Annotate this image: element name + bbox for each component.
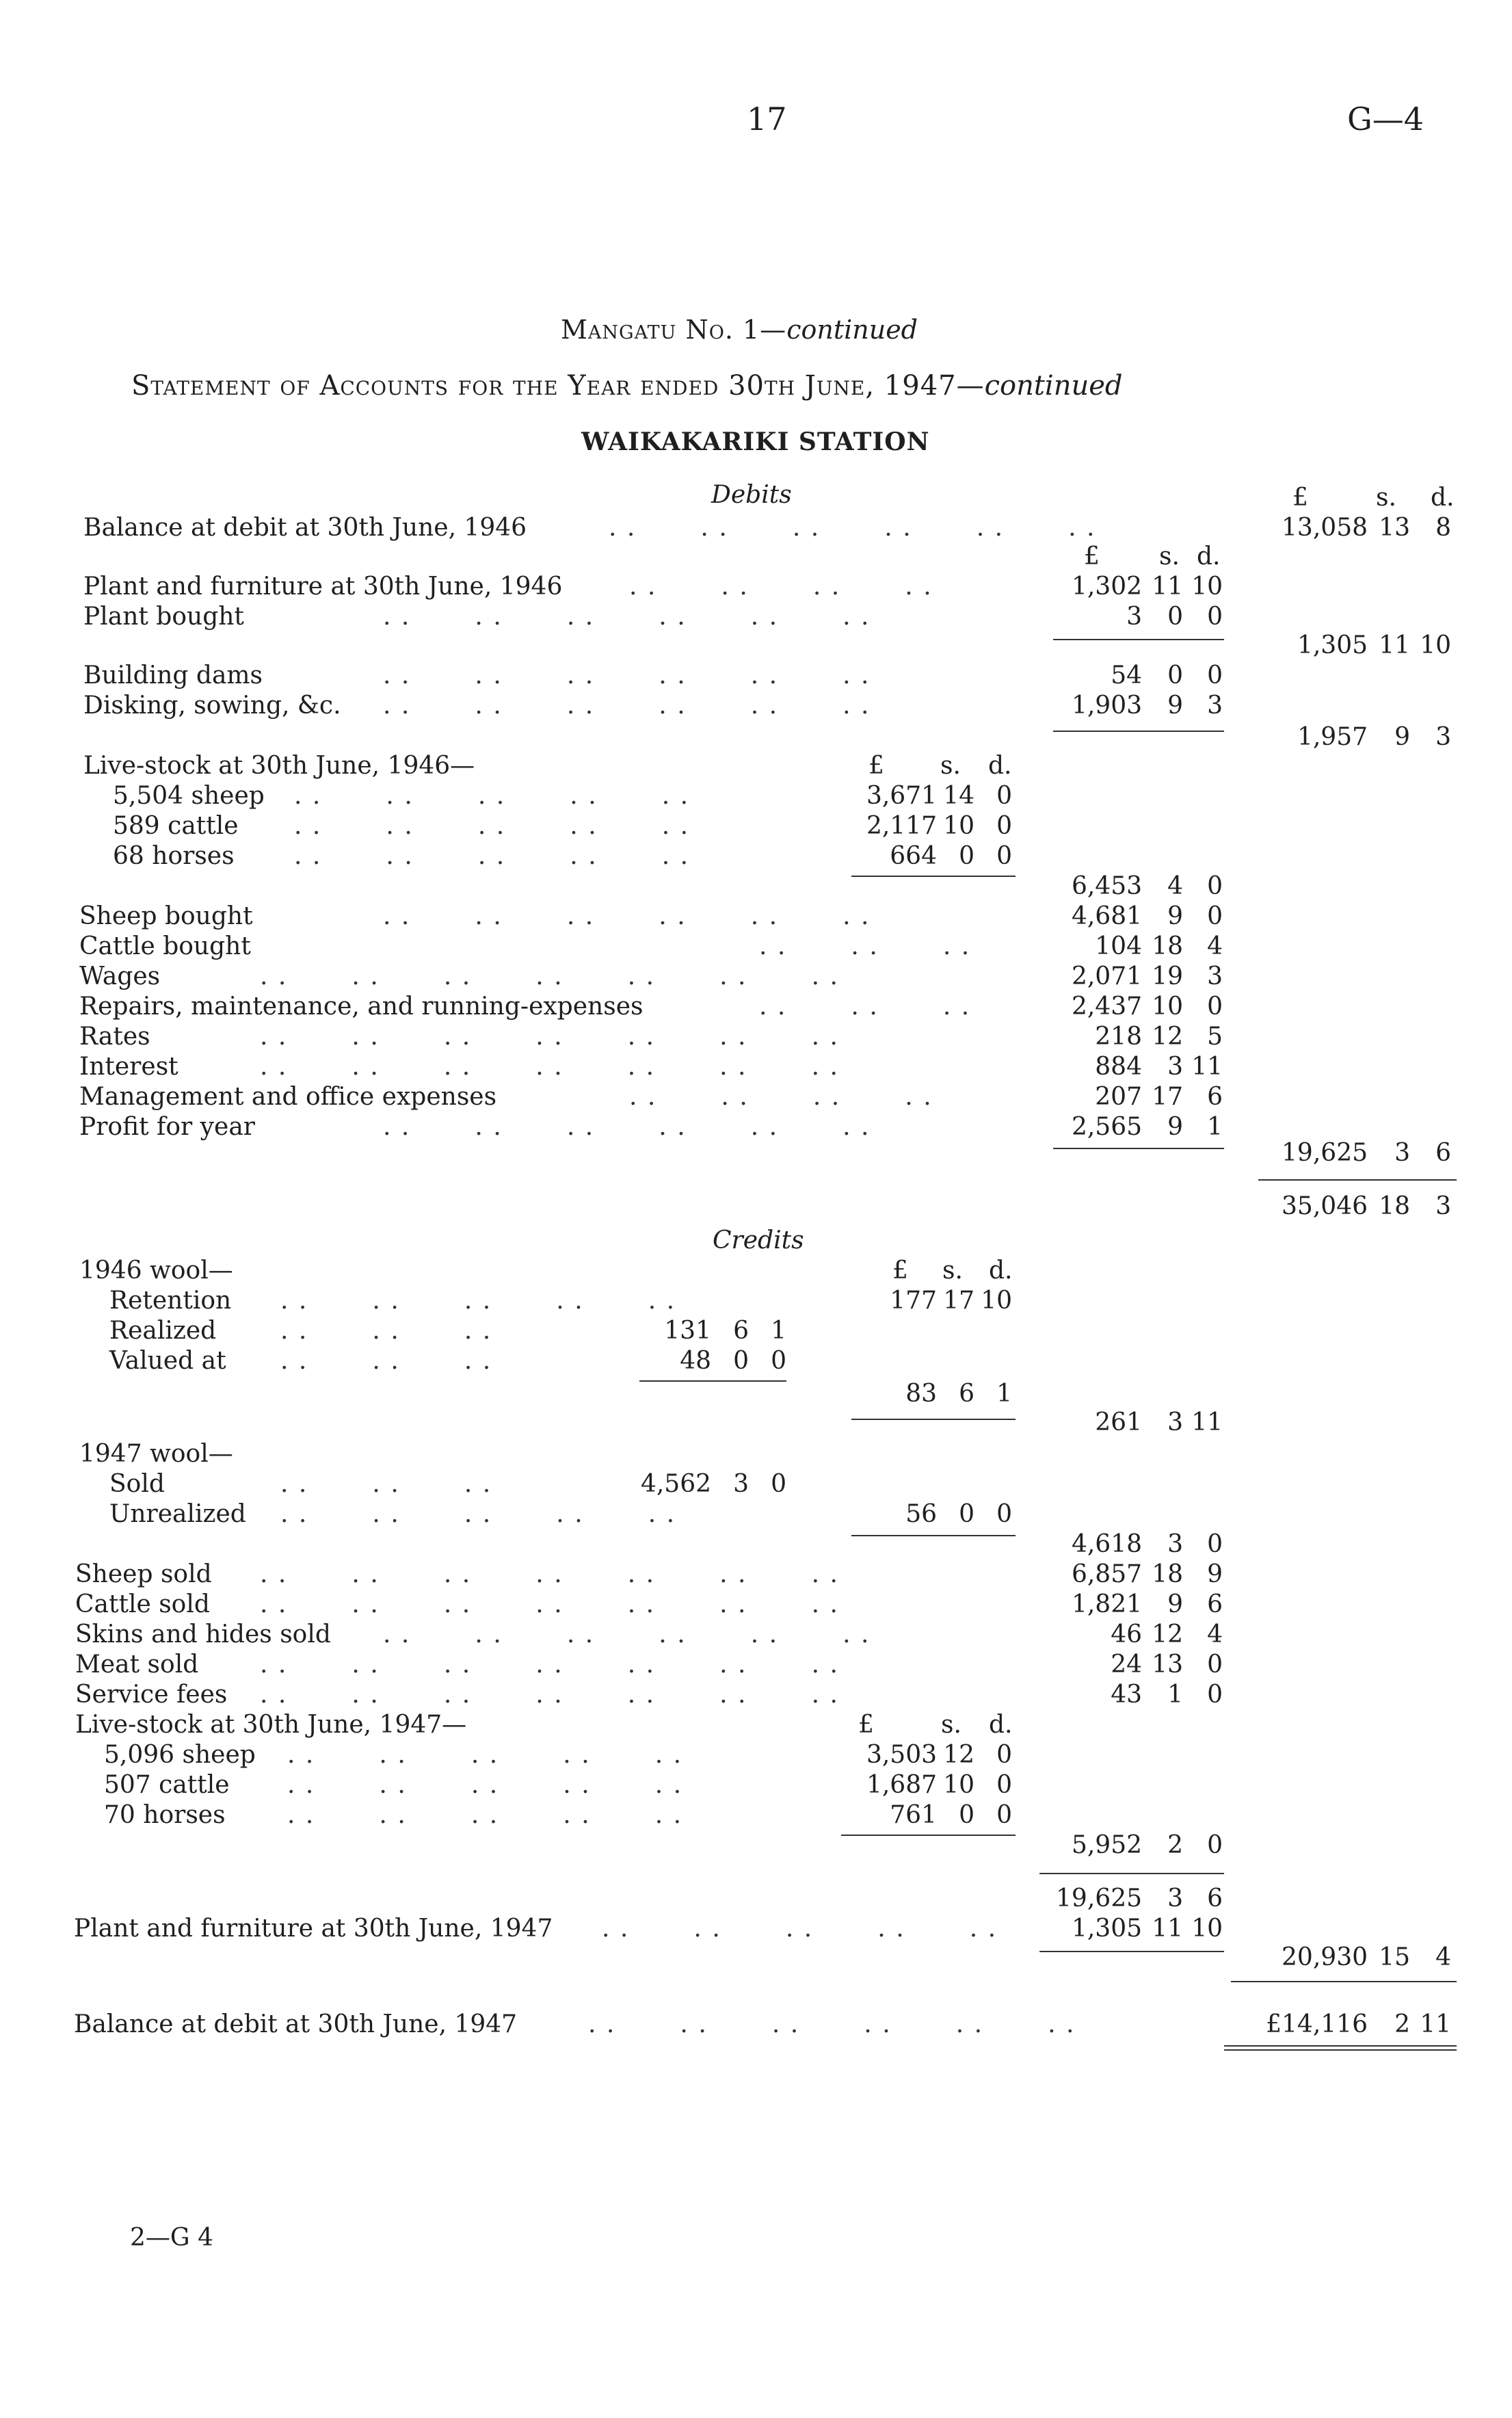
amount-shillings: 19 bbox=[1152, 962, 1183, 990]
series-code: G—4 bbox=[1347, 101, 1424, 137]
amount-shillings: 6 bbox=[733, 1317, 749, 1345]
amount-pounds: 218 bbox=[1095, 1023, 1142, 1051]
leader-dots: . . . . . . . . bbox=[629, 573, 933, 601]
amount-shillings: 0 bbox=[1167, 661, 1183, 689]
amount-pounds: 1,687 bbox=[866, 1771, 937, 1799]
col-head-pounds: £ bbox=[1292, 484, 1308, 512]
amount-pounds: 3,671 bbox=[866, 782, 937, 810]
amount-shillings: 10 bbox=[943, 1771, 974, 1799]
amount-pounds: 261 bbox=[1095, 1408, 1142, 1436]
leader-dots: . . . . . . . . . . . . . . bbox=[260, 1651, 839, 1679]
livestock-item-label: 5,504 sheep bbox=[113, 782, 265, 810]
footer-sheet-signature: 2—G 4 bbox=[130, 2224, 214, 2252]
col-head-shillings: s. bbox=[941, 1711, 961, 1739]
amount-pence: 0 bbox=[996, 812, 1012, 840]
livestock-item-label: 70 horses bbox=[104, 1801, 226, 1829]
amount-shillings: 3 bbox=[1167, 1530, 1183, 1558]
amount-pounds: 1,903 bbox=[1071, 692, 1142, 720]
list-item: Skins and hides sold bbox=[75, 1620, 331, 1648]
list-item: Cattle sold bbox=[75, 1590, 210, 1618]
list-item: Management and office expenses bbox=[79, 1083, 497, 1111]
amount-pounds: 2,565 bbox=[1071, 1113, 1142, 1141]
list-item: Service fees bbox=[75, 1681, 228, 1709]
double-rule bbox=[1224, 2045, 1457, 2051]
col-head-pence: d. bbox=[988, 752, 1012, 780]
amount-pounds: 4,562 bbox=[640, 1470, 711, 1498]
amount-shillings: 18 bbox=[1152, 932, 1183, 960]
amount-pence: 0 bbox=[996, 842, 1012, 870]
wool-1946-heading: 1946 wool— bbox=[79, 1257, 233, 1285]
sum-rule bbox=[1039, 1873, 1224, 1874]
amount-pence: 0 bbox=[1207, 872, 1223, 900]
amount-shillings: 2 bbox=[1167, 1831, 1183, 1859]
col-head-shillings: s. bbox=[940, 752, 961, 780]
amount-pence: 0 bbox=[771, 1470, 786, 1498]
amount-pounds: 46 bbox=[1111, 1620, 1142, 1648]
amount-pence: 3 bbox=[1435, 1192, 1451, 1220]
amount-pounds: 4,681 bbox=[1071, 902, 1142, 930]
amount-pence: 0 bbox=[1207, 1831, 1223, 1859]
amount-shillings: 0 bbox=[1167, 603, 1183, 631]
sum-rule bbox=[1053, 1148, 1224, 1149]
amount-pence: 0 bbox=[996, 1801, 1012, 1829]
amount-pounds: 2,071 bbox=[1071, 962, 1142, 990]
leader-dots: . . . . . . . . . . bbox=[602, 1915, 998, 1943]
leader-dots: . . . . . . . . . . bbox=[280, 1287, 676, 1315]
amount-shillings: 3 bbox=[1167, 1884, 1183, 1913]
amount-pounds: 2,437 bbox=[1071, 993, 1142, 1021]
col-head-pounds: £ bbox=[858, 1711, 874, 1739]
amount-pounds: 83 bbox=[905, 1380, 937, 1408]
realized-label: Realized bbox=[109, 1317, 217, 1345]
leader-dots: . . . . . . . . . . . . bbox=[383, 1113, 871, 1141]
leader-dots: . . . . . . . . . . bbox=[294, 782, 690, 810]
leader-dots: . . . . . . . . . . . . . . bbox=[260, 1053, 839, 1081]
sum-rule bbox=[1231, 1981, 1457, 1982]
amount-pence: 1 bbox=[1207, 1113, 1223, 1141]
amount-pence: 1 bbox=[771, 1317, 786, 1345]
livestock-1946-heading: Live-stock at 30th June, 1946— bbox=[83, 752, 475, 780]
amount-pence: 4 bbox=[1207, 1620, 1223, 1648]
amount-pounds: 131 bbox=[664, 1317, 711, 1345]
amount-pence: 11 bbox=[1191, 1408, 1223, 1436]
sold-label: Sold bbox=[109, 1470, 165, 1498]
leader-dots: . . . . . . . . . . . . bbox=[383, 603, 871, 631]
list-item: Meat sold bbox=[75, 1651, 199, 1679]
list-item: Repairs, maintenance, and running-expenses bbox=[79, 993, 644, 1021]
amount-pence: 11 bbox=[1420, 2010, 1451, 2038]
amount-shillings: 3 bbox=[1394, 1139, 1410, 1167]
amount-pounds: 6,453 bbox=[1071, 872, 1142, 900]
amount-pounds: 1,821 bbox=[1071, 1590, 1142, 1618]
col-head-shillings: s. bbox=[942, 1257, 963, 1285]
amount-pounds: 1,957 bbox=[1297, 723, 1368, 751]
amount-shillings: 18 bbox=[1152, 1560, 1183, 1588]
leader-dots: . . . . . . . . . . . . bbox=[609, 514, 1096, 542]
amount-shillings: 0 bbox=[959, 1500, 974, 1528]
amount-shillings: 6 bbox=[959, 1380, 974, 1408]
col-head-pence: d. bbox=[989, 1257, 1013, 1285]
retention-label: Retention bbox=[109, 1287, 232, 1315]
amount-pence: 0 bbox=[996, 782, 1012, 810]
leader-dots: . . . . . . . . . . . . bbox=[383, 661, 871, 689]
plant-1947-label: Plant and furniture at 30th June, 1947 bbox=[74, 1915, 553, 1943]
amount-pence: 3 bbox=[1207, 692, 1223, 720]
amount-pence: 3 bbox=[1207, 962, 1223, 990]
leader-dots: . . . . . . . . . . bbox=[287, 1741, 683, 1769]
list-item: Profit for year bbox=[79, 1113, 255, 1141]
amount-shillings: 0 bbox=[733, 1347, 749, 1375]
amount-pence: 10 bbox=[1191, 573, 1223, 601]
leader-dots: . . . . . . bbox=[280, 1347, 492, 1375]
amount-shillings: 18 bbox=[1379, 1192, 1410, 1220]
amount-pounds: 207 bbox=[1095, 1083, 1142, 1111]
valued-at-label: Valued at bbox=[109, 1347, 226, 1375]
livestock-item-label: 5,096 sheep bbox=[104, 1741, 256, 1769]
col-head-pence: d. bbox=[1431, 484, 1455, 512]
livestock-item-label: 68 horses bbox=[113, 842, 235, 870]
list-item: Sheep bought bbox=[79, 902, 253, 930]
amount-shillings: 14 bbox=[943, 782, 974, 810]
leader-dots: . . . . . . . . . . bbox=[294, 812, 690, 840]
leader-dots: . . . . . . bbox=[280, 1317, 492, 1345]
station-name: WAIKAKARIKI STATION bbox=[581, 428, 930, 456]
leader-dots: . . . . . . . . . . . . bbox=[383, 692, 871, 720]
col-head-pence: d. bbox=[1197, 542, 1221, 570]
disking-label: Disking, sowing, &c. bbox=[83, 692, 341, 720]
amount-shillings: 0 bbox=[959, 842, 974, 870]
livestock-item-label: 507 cattle bbox=[104, 1771, 230, 1799]
unrealized-label: Unrealized bbox=[109, 1500, 246, 1528]
amount-pounds: 24 bbox=[1111, 1651, 1142, 1679]
amount-shillings: 9 bbox=[1167, 902, 1183, 930]
credits-grand-total-pounds: 20,930 bbox=[1282, 1943, 1368, 1971]
leader-dots: . . . . . . . . . . . . . . bbox=[260, 1681, 839, 1709]
amount-shillings: 15 bbox=[1379, 1943, 1410, 1971]
amount-pounds: 6,857 bbox=[1071, 1560, 1142, 1588]
leader-dots: . . . . . . . . . . . . bbox=[383, 1620, 871, 1648]
amount-pounds: 19,625 bbox=[1056, 1884, 1142, 1913]
amount-pence: 0 bbox=[1207, 603, 1223, 631]
amount-shillings: 9 bbox=[1394, 723, 1410, 751]
col-head-pounds: £ bbox=[868, 752, 884, 780]
amount-pence: 8 bbox=[1435, 514, 1451, 542]
amount-pence: 6 bbox=[1207, 1884, 1223, 1913]
livestock-item-label: 589 cattle bbox=[113, 812, 239, 840]
amount-shillings: 17 bbox=[1152, 1083, 1183, 1111]
amount-shillings: 3 bbox=[733, 1470, 749, 1498]
amount-shillings: 2 bbox=[1394, 2010, 1410, 2038]
sum-rule bbox=[1053, 639, 1224, 640]
amount-shillings: 9 bbox=[1167, 1590, 1183, 1618]
amount-pence: 4 bbox=[1435, 1943, 1451, 1971]
col-head-pounds: £ bbox=[892, 1257, 908, 1285]
debits-heading: Debits bbox=[711, 481, 792, 509]
amount-shillings: 4 bbox=[1167, 872, 1183, 900]
amount-pounds: 177 bbox=[890, 1287, 937, 1315]
amount-pence: 10 bbox=[1191, 1915, 1223, 1943]
list-item: Sheep sold bbox=[75, 1560, 212, 1588]
leader-dots: . . . . . . . . bbox=[629, 1083, 933, 1111]
plant-1946-label: Plant and furniture at 30th June, 1946 bbox=[83, 573, 563, 601]
col-head-pounds: £ bbox=[1084, 542, 1100, 570]
amount-pence: 0 bbox=[1207, 1530, 1223, 1558]
amount-pence: 1 bbox=[996, 1380, 1012, 1408]
leader-dots: . . . . . . . . . . . . . . bbox=[260, 962, 839, 990]
amount-pence: 0 bbox=[996, 1500, 1012, 1528]
amount-pence: 9 bbox=[1207, 1560, 1223, 1588]
leader-dots: . . . . . . . . . . . . . . bbox=[260, 1560, 839, 1588]
sum-rule bbox=[639, 1380, 786, 1382]
leader-dots: . . . . . . . . . . . . bbox=[383, 902, 871, 930]
amount-pence: 6 bbox=[1207, 1590, 1223, 1618]
amount-pence: 6 bbox=[1207, 1083, 1223, 1111]
amount-shillings: 12 bbox=[1152, 1023, 1183, 1051]
amount-pounds: 13,058 bbox=[1282, 514, 1368, 542]
amount-shillings: 9 bbox=[1167, 692, 1183, 720]
amount-pounds: 1,305 bbox=[1071, 1915, 1142, 1943]
amount-pence: 0 bbox=[996, 1741, 1012, 1769]
amount-shillings: 1 bbox=[1167, 1681, 1183, 1709]
amount-pounds: 43 bbox=[1111, 1681, 1142, 1709]
amount-pounds: 1,302 bbox=[1071, 573, 1142, 601]
amount-pounds: 1,305 bbox=[1297, 631, 1368, 659]
amount-pounds: 19,625 bbox=[1282, 1139, 1368, 1167]
col-head-pence: d. bbox=[989, 1711, 1013, 1739]
wool-1947-heading: 1947 wool— bbox=[79, 1440, 233, 1468]
page-number: 17 bbox=[747, 101, 787, 137]
list-item: Rates bbox=[79, 1023, 150, 1051]
amount-pounds: 884 bbox=[1095, 1053, 1142, 1081]
amount-pence: 0 bbox=[1207, 1681, 1223, 1709]
amount-pence: 10 bbox=[981, 1287, 1012, 1315]
amount-pence: 0 bbox=[1207, 902, 1223, 930]
amount-shillings: 11 bbox=[1379, 631, 1410, 659]
amount-pounds: 761 bbox=[890, 1801, 937, 1829]
amount-shillings: 9 bbox=[1167, 1113, 1183, 1141]
amount-pence: 0 bbox=[1207, 993, 1223, 1021]
amount-shillings: 12 bbox=[943, 1741, 974, 1769]
amount-pounds: 4,618 bbox=[1071, 1530, 1142, 1558]
amount-pence: 0 bbox=[1207, 661, 1223, 689]
amount-shillings: 10 bbox=[1152, 993, 1183, 1021]
amount-pence: 10 bbox=[1420, 631, 1451, 659]
amount-pence: 6 bbox=[1435, 1139, 1451, 1167]
amount-shillings: 11 bbox=[1152, 573, 1183, 601]
sum-rule bbox=[851, 1535, 1016, 1536]
section-title: Mangatu No. 1—continued bbox=[561, 315, 918, 345]
livestock-1947-heading: Live-stock at 30th June, 1947— bbox=[75, 1711, 467, 1739]
sum-rule bbox=[851, 876, 1016, 877]
amount-shillings: 0 bbox=[959, 1801, 974, 1829]
amount-pounds: 664 bbox=[890, 842, 937, 870]
amount-pounds: 2,117 bbox=[866, 812, 937, 840]
amount-shillings: 13 bbox=[1379, 514, 1410, 542]
col-head-shillings: s. bbox=[1376, 484, 1396, 512]
balance-1947-label: Balance at debit at 30th June, 1947 bbox=[74, 2010, 518, 2038]
sum-rule bbox=[1053, 731, 1224, 732]
sum-rule bbox=[1258, 1179, 1457, 1181]
leader-dots: . . . . . . . . . . bbox=[294, 842, 690, 870]
amount-pence: 3 bbox=[1435, 723, 1451, 751]
amount-pence: 0 bbox=[771, 1347, 786, 1375]
leader-dots: . . . . . . . . . . bbox=[287, 1801, 683, 1829]
amount-pence: 0 bbox=[996, 1771, 1012, 1799]
amount-pounds: 56 bbox=[905, 1500, 937, 1528]
balance-1946-label: Balance at debit at 30th June, 1946 bbox=[83, 514, 527, 542]
debits-grand-total-pounds: 35,046 bbox=[1282, 1192, 1368, 1220]
leader-dots: . . . . . . . . . . bbox=[287, 1771, 683, 1799]
sum-rule bbox=[1039, 1951, 1224, 1952]
amount-pence: 5 bbox=[1207, 1023, 1223, 1051]
amount-pounds: 104 bbox=[1095, 932, 1142, 960]
leader-dots: . . . . . . bbox=[759, 932, 971, 960]
balance-1947-amount: £14,116 bbox=[1266, 2010, 1368, 2038]
leader-dots: . . . . . . . . . . . . bbox=[588, 2010, 1076, 2038]
statement-title: Statement of Accounts for the Year ended 30th June, 1947—continued bbox=[131, 370, 1123, 402]
amount-pounds: 54 bbox=[1111, 661, 1142, 689]
amount-shillings: 12 bbox=[1152, 1620, 1183, 1648]
sum-rule bbox=[841, 1835, 1016, 1836]
dams-label: Building dams bbox=[83, 661, 263, 689]
list-item: Wages bbox=[79, 962, 161, 990]
amount-pounds: 3,503 bbox=[866, 1741, 937, 1769]
amount-shillings: 13 bbox=[1152, 1651, 1183, 1679]
amount-pence: 0 bbox=[1207, 1651, 1223, 1679]
amount-shillings: 11 bbox=[1152, 1915, 1183, 1943]
leader-dots: . . . . . . . . . . . . . . bbox=[260, 1023, 839, 1051]
amount-shillings: 10 bbox=[943, 812, 974, 840]
credits-heading: Credits bbox=[713, 1226, 804, 1254]
leader-dots: . . . . . . . . . . bbox=[280, 1500, 676, 1528]
amount-shillings: 3 bbox=[1167, 1053, 1183, 1081]
leader-dots: . . . . . . . . . . . . . . bbox=[260, 1590, 839, 1618]
amount-shillings: 3 bbox=[1167, 1408, 1183, 1436]
list-item: Interest bbox=[79, 1053, 178, 1081]
amount-pounds: 5,952 bbox=[1071, 1831, 1142, 1859]
amount-shillings: 17 bbox=[943, 1287, 974, 1315]
amount-pounds: 3 bbox=[1126, 603, 1142, 631]
list-item: Cattle bought bbox=[79, 932, 251, 960]
amount-pence: 4 bbox=[1207, 932, 1223, 960]
col-head-shillings: s. bbox=[1159, 542, 1180, 570]
sum-rule bbox=[851, 1419, 1016, 1420]
leader-dots: . . . . . . bbox=[759, 993, 971, 1021]
amount-pence: 11 bbox=[1191, 1053, 1223, 1081]
leader-dots: . . . . . . bbox=[280, 1470, 492, 1498]
amount-pounds: 48 bbox=[680, 1347, 711, 1375]
plant-bought-label: Plant bought bbox=[83, 603, 244, 631]
